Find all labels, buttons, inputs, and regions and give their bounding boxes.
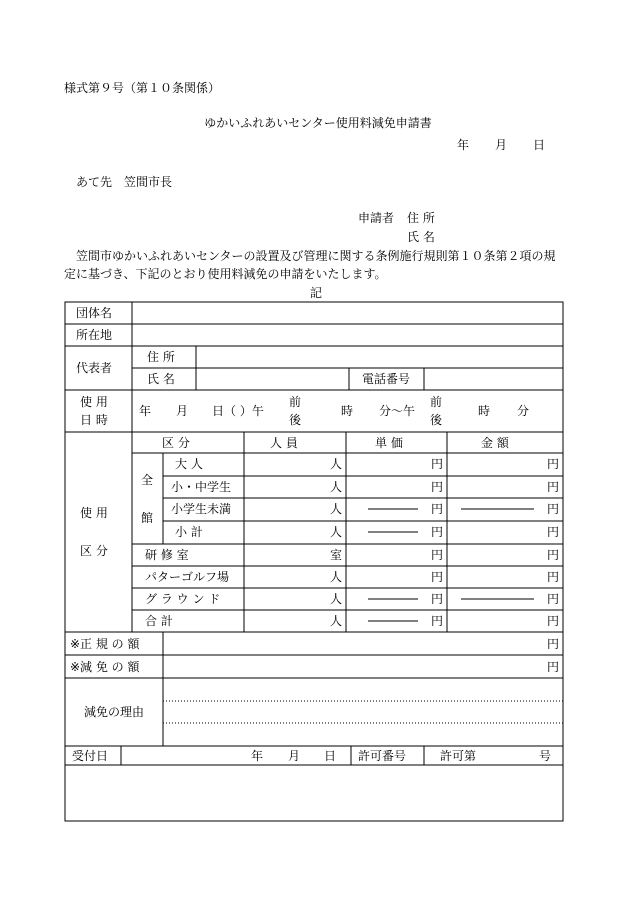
- usage-row-amount-unit: 円: [546, 525, 559, 539]
- addressee: あて先 笠間市長: [76, 175, 173, 189]
- usage-row-label: 大 人: [175, 457, 203, 471]
- reduced-amount-label: ※減 免 の 額: [70, 660, 140, 674]
- usage-row-amount-unit: 円: [546, 502, 559, 516]
- form-style-number: 様式第９号（第１０条関係）: [64, 81, 221, 95]
- usage-row-price-unit: 円: [430, 525, 443, 539]
- reduced-amount-yen: 円: [546, 660, 559, 674]
- dt-min-to: 分〜午: [379, 404, 416, 418]
- usage-row-people-unit: 人: [329, 502, 342, 516]
- usage-row-label: 小・中学生: [171, 480, 232, 494]
- received-month: 月: [288, 749, 301, 763]
- body-text-line1: 笠間市ゆかいふれあいセンターの設置及び管理に関する条例施行規則第１０条第２項の規: [76, 249, 556, 263]
- representative-label: 代表者: [76, 361, 113, 375]
- header-unit-price: 単 価: [375, 436, 403, 450]
- whole-building-label-1: 全: [141, 473, 154, 487]
- use-datetime-label-2: 日 時: [80, 413, 108, 427]
- usage-row-price-unit: 円: [430, 457, 443, 471]
- regular-amount-yen: 円: [546, 637, 559, 651]
- usage-row-label: 合 計: [145, 614, 173, 628]
- usage-row-label: グ ラ ウ ン ド: [145, 592, 221, 606]
- regular-amount-label: ※正 規 の 額: [70, 637, 140, 651]
- usage-row-amount-unit: 円: [546, 457, 559, 471]
- dt-hour: 時: [341, 404, 354, 418]
- use-division-label-1: 使 用: [80, 506, 108, 520]
- dt-day: 日（ ）午: [212, 404, 264, 418]
- usage-row-price-unit: 円: [430, 592, 443, 606]
- dt-hour-2: 時: [478, 404, 491, 418]
- dt-year: 年: [139, 404, 152, 418]
- usage-row-price-unit: 円: [430, 480, 443, 494]
- applicant-label: 申請者: [358, 211, 395, 225]
- location-label: 所在地: [76, 328, 113, 342]
- whole-building-label-2: 館: [141, 511, 154, 525]
- usage-row-label: パターゴルフ場: [145, 570, 230, 584]
- permit-prefix: 許可第: [440, 749, 477, 763]
- usage-row-price-unit: 円: [430, 614, 443, 628]
- usage-row-label: 研 修 室: [145, 548, 189, 562]
- received-year: 年: [251, 749, 264, 763]
- usage-row-amount-unit: 円: [546, 570, 559, 584]
- reduction-reason-label: 減免の理由: [84, 705, 145, 719]
- usage-row-amount-unit: 円: [546, 614, 559, 628]
- usage-row-people-unit: 室: [329, 548, 342, 562]
- usage-row-amount-unit: 円: [546, 592, 559, 606]
- date-year-label: 年: [457, 138, 470, 152]
- received-day: 日: [324, 749, 337, 763]
- use-datetime-label-1: 使 用: [80, 395, 108, 409]
- header-category: 区 分: [162, 436, 190, 450]
- permit-suffix: 号: [538, 749, 551, 763]
- rep-address-label: 住 所: [147, 350, 175, 364]
- dt-pm-1: 前: [430, 395, 443, 409]
- applicant-address-label: 住 所: [407, 211, 435, 225]
- applicant-name-label: 氏 名: [407, 230, 435, 244]
- dt-pm-2: 後: [430, 413, 443, 427]
- usage-row-label: 小学生未満: [171, 502, 232, 516]
- usage-row-price-unit: 円: [430, 548, 443, 562]
- usage-row-people-unit: 人: [329, 457, 342, 471]
- use-division-label-2: 区 分: [80, 544, 108, 558]
- ki-label: 記: [309, 286, 323, 300]
- dt-am-1: 前: [289, 395, 302, 409]
- date-day-label: 日: [533, 138, 546, 152]
- phone-label: 電話番号: [362, 372, 411, 386]
- header-people: 人 員: [270, 436, 298, 450]
- date-month-label: 月: [495, 138, 508, 152]
- body-text-line2: 定に基づき、下記のとおり使用料減免の申請をいたします。: [64, 267, 387, 281]
- rep-name-label: 氏 名: [147, 372, 175, 386]
- dt-min-2: 分: [517, 404, 530, 418]
- dt-am-2: 後: [289, 413, 302, 427]
- group-name-label: 団体名: [76, 306, 113, 320]
- usage-row-people-unit: 人: [329, 614, 342, 628]
- permit-number-label: 許可番号: [358, 749, 407, 763]
- form-title: ゆかいふれあいセンター使用料減免申請書: [204, 116, 432, 130]
- usage-row-people-unit: 人: [329, 525, 342, 539]
- header-amount: 金 額: [481, 436, 509, 450]
- usage-row-amount-unit: 円: [546, 480, 559, 494]
- usage-row-people-unit: 人: [329, 592, 342, 606]
- received-date-label: 受付日: [72, 749, 109, 763]
- usage-row-people-unit: 人: [329, 480, 342, 494]
- usage-row-people-unit: 人: [329, 570, 342, 584]
- usage-row-price-unit: 円: [430, 570, 443, 584]
- usage-row-label: 小 計: [175, 525, 203, 539]
- dt-month: 月: [176, 404, 189, 418]
- usage-row-price-unit: 円: [430, 502, 443, 516]
- usage-row-amount-unit: 円: [546, 548, 559, 562]
